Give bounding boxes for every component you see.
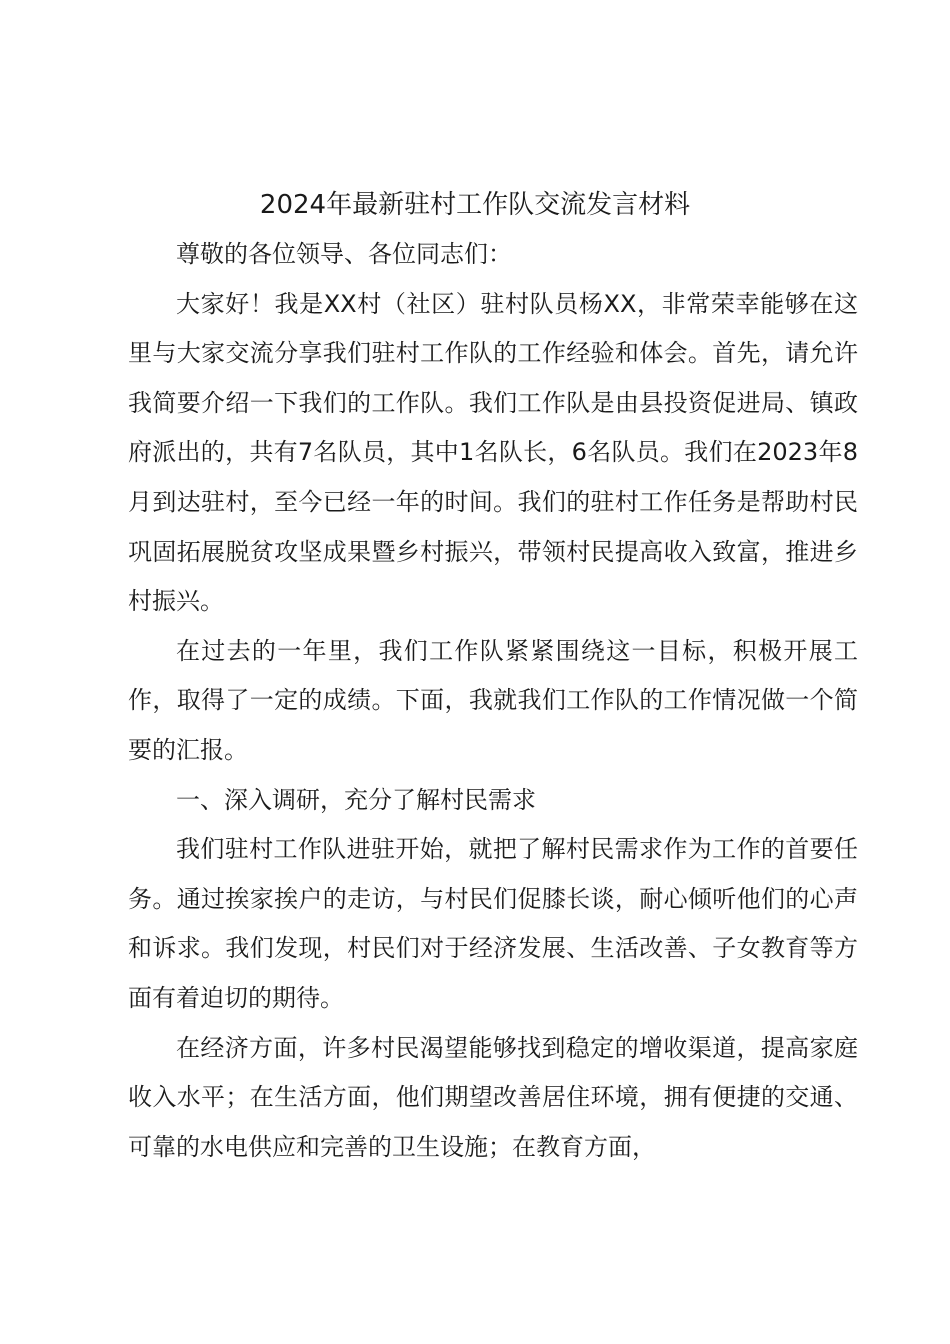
document-body bbox=[128, 230, 858, 1172]
section-heading-1: 一、深入调研，充分了解村民需求 bbox=[176, 785, 536, 814]
salutation-paragraph: 尊敬的各位领导、各位同志们： bbox=[176, 240, 512, 268]
document-title: 2024年最新驻村工作队交流发言材料 bbox=[259, 190, 691, 220]
section-1-paragraph-2: 在经济方面，许多村民渴望能够找到稳定的增收渠道，提高家庭收入水平；在生活方面，他们期望改善居住环境，拥有便捷的交通、可靠的水电供应和完善的卫生设施；在教育方面， bbox=[128, 1033, 858, 1161]
summary-paragraph: 在过去的一年里，我们工作队紧紧围绕这一目标，积极开展工作，取得了一定的成绩。下面，我就我们工作队的工作情况做一个简要的汇报。 bbox=[128, 636, 858, 764]
section-1-paragraph-1: 我们驻村工作队进驻开始，就把了解村民需求作为工作的首要任务。通过挨家挨户的走访，与村民们促膝长谈，耐心倾听他们的心声和诉求。我们发现，村民们对于经济发展、生活改善、子女教育等方面有着迫切的期待。 bbox=[128, 835, 858, 1012]
intro-paragraph: 大家好！我是XX村（社区）驻村队员杨XX，非常荣幸能够在这里与大家交流分享我们驻村工作队的工作经验和体会。首先，请允许我简要介绍一下我们的工作队。我们工作队是由县投资促进局、镇政府派出的，共有7名队员，其中1名队长，6名队员。我们在2023年8月到达驻村，至今已经一年的时间。我们的驻村工作任务是帮助村民巩固拓展脱贫攻坚成果暨乡村振兴，带领村民提高收入致富，推进乡村振兴。 bbox=[128, 289, 858, 616]
